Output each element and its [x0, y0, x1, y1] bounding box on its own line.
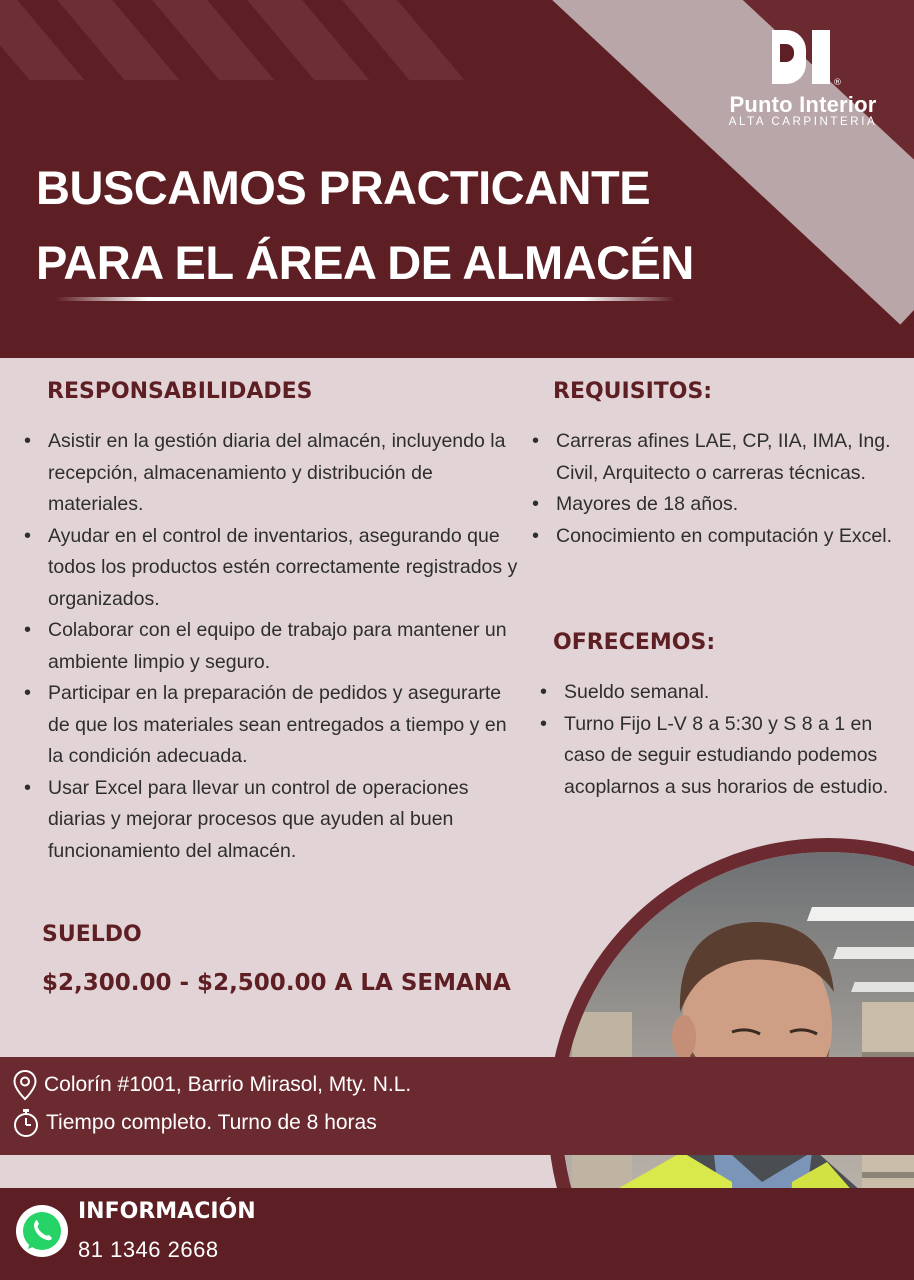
- list-item: • Participar en la preparación de pedidos y asegurarte de que los materiales sean entregados a tiempo y en la condición adecuada.: [20, 678, 520, 773]
- responsabilidades-title: RESPONSABILIDADES: [47, 379, 313, 404]
- title-line-2: PARA EL ÁREA DE ALMACÉN: [36, 236, 694, 290]
- title-line-1: BUSCAMOS PRACTICANTE: [36, 161, 651, 214]
- list-item: • Asistir en la gestión diaria del almacén, incluyendo la recepción, almacenamiento y distribución de materiales.: [20, 426, 520, 521]
- header-banner: [0, 0, 914, 358]
- address-row: [12, 1069, 411, 1101]
- location-pin-icon: [12, 1069, 38, 1101]
- brand-logo: [708, 30, 898, 128]
- salary-amount: $2,300.00 - $2,500.00 A LA SEMANA: [42, 970, 511, 996]
- schedule-text: Tiempo completo. Turno de 8 horas: [46, 1111, 377, 1134]
- list-item: • Carreras afines LAE, CP, IIA, IMA, Ing. Civil, Arquitecto o carreras técnicas.: [528, 426, 898, 489]
- contact-title: INFORMACIÓN: [78, 1199, 256, 1224]
- brand-tagline: ALTA CARPINTERIA: [728, 116, 878, 128]
- page-title: [36, 150, 694, 300]
- sueldo-title: SUELDO: [42, 922, 142, 947]
- whatsapp-icon[interactable]: [16, 1205, 68, 1257]
- responsabilidades-list: [20, 426, 520, 867]
- list-item: • Colaborar con el equipo de trabajo para mantener un ambiente limpio y seguro.: [20, 615, 520, 678]
- stopwatch-icon: [12, 1107, 40, 1139]
- header-stripes: [0, 0, 560, 80]
- registered-mark: ®: [833, 78, 842, 88]
- list-item: • Ayudar en el control de inventarios, asegurando que todos los productos estén correctamente registrados y organizados.: [20, 521, 520, 616]
- list-item: • Usar Excel para llevar un control de operaciones diarias y mejorar procesos que ayuden al buen funcionamiento del almacén.: [20, 773, 520, 868]
- list-item: • Mayores de 18 años.: [528, 489, 898, 521]
- title-underline: [55, 297, 675, 301]
- list-item: • Conocimiento en computación y Excel.: [528, 521, 898, 553]
- contact-phone[interactable]: 81 1346 2668: [78, 1237, 219, 1262]
- schedule-row: [12, 1107, 377, 1139]
- list-item: • Sueldo semanal.: [536, 677, 901, 709]
- logo-mark-icon: [772, 30, 842, 88]
- brand-name: Punto Interior: [729, 92, 877, 117]
- requisitos-title: REQUISITOS:: [553, 379, 713, 404]
- ofrecemos-list: [536, 677, 901, 803]
- ofrecemos-title: OFRECEMOS:: [553, 630, 716, 655]
- address-text: Colorín #1001, Barrio Mirasol, Mty. N.L.: [44, 1073, 412, 1096]
- requisitos-list: [528, 426, 898, 552]
- list-item: • Turno Fijo L-V 8 a 5:30 y S 8 a 1 en caso de seguir estudiando podemos acoplarnos a sus horarios de estudio.: [536, 709, 901, 804]
